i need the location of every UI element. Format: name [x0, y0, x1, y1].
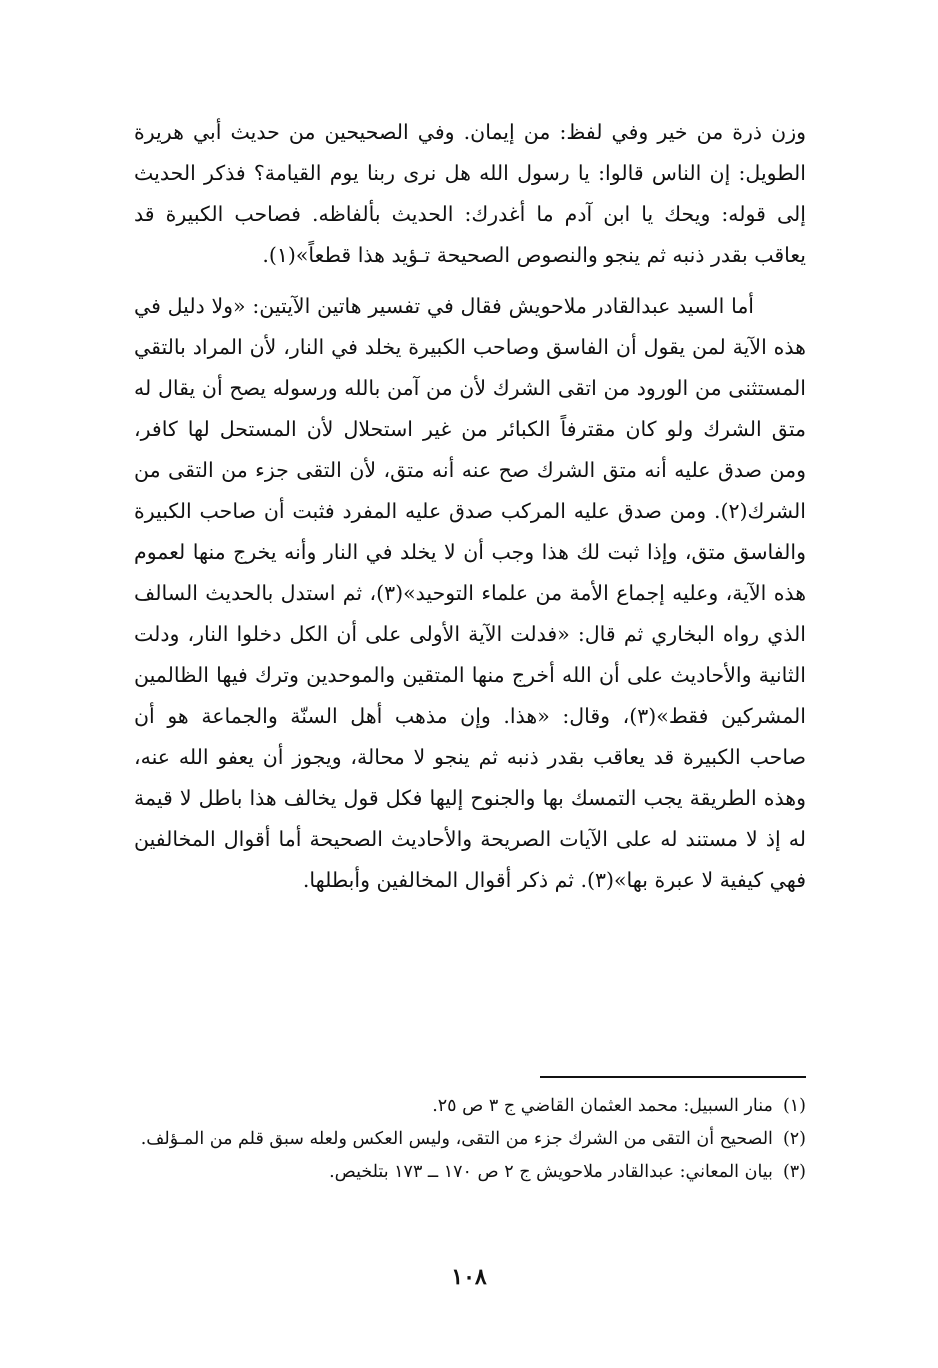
footnote-divider [540, 1076, 806, 1078]
paragraph-1: وزن ذرة من خير وفي لفظ: من إيمان. وفي الصحيحين من حديث أبي هريرة الطويل: إن الناس قالوا: يا رسول الله هل نرى ربنا يوم القيامة؟ فذكر الحديث إلى قوله: ويحك يا ابن آدم ما أغدرك: الحديث بألفاظه. فصاحب الكبيرة قد يعاقب بقدر ذنبه ثم ينجو والنصوص الصحيحة تـؤيد هذا قطعاً»(١). [134, 120, 806, 267]
page-number: ١٠٨ [451, 1264, 487, 1290]
footnote-number: (١) [782, 1096, 806, 1116]
footnote-text: بيان المعاني: عبدالقادر ملاحويش ج ٢ ص ١٧٠ ــ ١٧٣ بتلخيص. [329, 1162, 773, 1182]
footnote-text: منار السبيل: محمد العثمان القاضي ج ٣ ص ٢٥. [432, 1096, 773, 1116]
footnote-1 [134, 1090, 806, 1123]
footnote-text: الصحيح أن التقى من الشرك جزء من التقى، وليس العكس ولعله سبق قلم من المـؤلف. [140, 1129, 773, 1149]
footnote-number: (٢) [782, 1129, 806, 1149]
main-text [134, 112, 806, 901]
paragraph-2: أما السيد عبدالقادر ملاحويش فقال في تفسير هاتين الآيتين: «ولا دليل في هذه الآية لمن يقول أن الفاسق وصاحب الكبيرة يخلد في النار، لأن المراد بالتقي المستثنى من الورود من اتقى الشرك لأن من آمن بالله ورسوله يصح أن يقال له متق الشرك ولو كان مقترفاً الكبائر من غير استحلال لأن المستحل لها كافر، ومن صدق عليه أنه متق الشرك صح عنه أنه متق، لأن التقى جزء من التقى من الشرك(٢). ومن صدق عليه المركب صدق عليه المفرد فثبت أن صاحب الكبيرة والفاسق متق، وإذا ثبت لك هذا وجب أن لا يخلد في النار وأنه يخرج منها لعموم هذه الآية، وعليه إجماع الأمة من علماء التوحيد»(٣)، ثم استدل بالحديث السالف الذي رواه البخاري ثم قال: «فدلت الآية الأولى على أن الكل دخلوا النار، ودلت الثانية والأحاديث على أن الله أخرج منها المتقين والموحدين وترك فيها الظالمين المشركين فقط»(٣)، وقال: «هذا. وإن مذهب أهل السنّة والجماعة هو أن صاحب الكبيرة قد يعاقب بقدر ذنبه ثم ينجو لا محالة، ويجوز أن يعفو الله عنه، وهذه الطريقة يجب التمسك بها والجنوح إليها فكل قول يخالف هذا باطل لا قيمة له إذ لا مستند له على الآيات الصريحة والأحاديث الصحيحة أما أقوال المخالفين فهي كيفية لا عبرة بها»(٣). ثم ذكر أقوال المخالفين وأبطلها. [134, 294, 807, 892]
footnote-2 [134, 1123, 806, 1156]
footnote-number: (٣) [782, 1162, 806, 1182]
footnote-3 [134, 1156, 806, 1189]
footnotes [134, 1090, 806, 1189]
